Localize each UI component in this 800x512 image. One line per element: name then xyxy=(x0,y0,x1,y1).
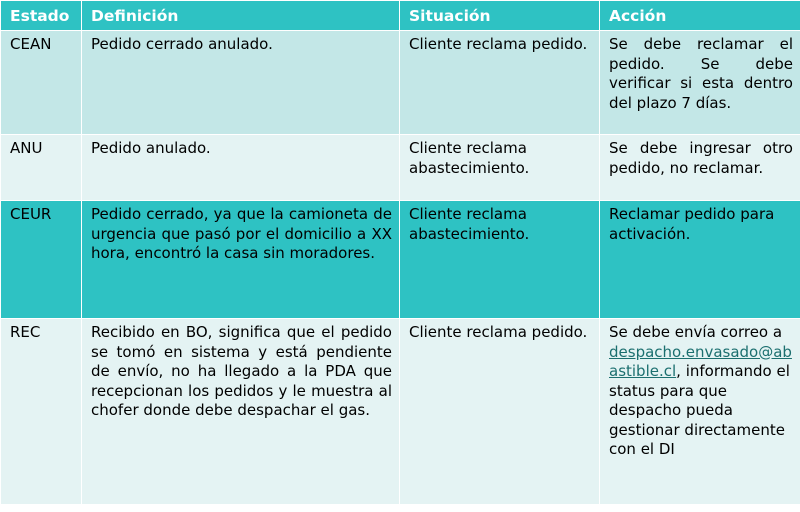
cell-situacion: Cliente reclama pedido. xyxy=(400,319,600,505)
cell-situacion: Cliente reclama pedido. xyxy=(400,31,600,135)
cell-estado: CEAN xyxy=(1,31,82,135)
cell-definicion: Pedido anulado. xyxy=(82,135,400,201)
email-link[interactable]: despacho.envasado@abastible.cl xyxy=(609,342,792,380)
cell-situacion: Cliente reclama abastecimiento. xyxy=(400,201,600,319)
cell-definicion: Pedido cerrado, ya que la camioneta de urgencia que pasó por el domicilio a XX hora, encontró la casa sin moradores. xyxy=(82,201,400,319)
cell-accion: Se debe ingresar otro pedido, no reclamar. xyxy=(600,135,800,201)
table-row xyxy=(1,201,800,319)
cell-estado: ANU xyxy=(1,135,82,201)
cell-accion: Reclamar pedido para activación. xyxy=(600,201,800,319)
accion-text-pre: Se debe envía correo a xyxy=(609,323,783,341)
cell-definicion: Recibido en BO, significa que el pedido se tomó en sistema y está pendiente de envío, no ha llegado a la PDA que recepcionan los pedidos y le muestra al chofer donde debe despachar el gas. xyxy=(82,319,400,505)
header-definicion: Definición xyxy=(82,1,400,31)
cell-estado: REC xyxy=(1,319,82,505)
cell-situacion: Cliente reclama abastecimiento. xyxy=(400,135,600,201)
cell-accion: Se debe reclamar el pedido. Se debe verificar si esta dentro del plazo 7 días. xyxy=(600,31,800,135)
table-row xyxy=(1,319,800,505)
cell-definicion: Pedido cerrado anulado. xyxy=(82,31,400,135)
header-row xyxy=(1,1,800,31)
header-estado: Estado xyxy=(1,1,82,31)
table-row xyxy=(1,135,800,201)
accion-text-post: , informando el status para que despacho pueda gestionar directamente con el DI xyxy=(609,362,790,458)
header-situacion: Situación xyxy=(400,1,600,31)
cell-accion xyxy=(600,319,800,505)
header-accion: Acción xyxy=(600,1,800,31)
cell-estado: CEUR xyxy=(1,201,82,319)
table-row xyxy=(1,31,800,135)
